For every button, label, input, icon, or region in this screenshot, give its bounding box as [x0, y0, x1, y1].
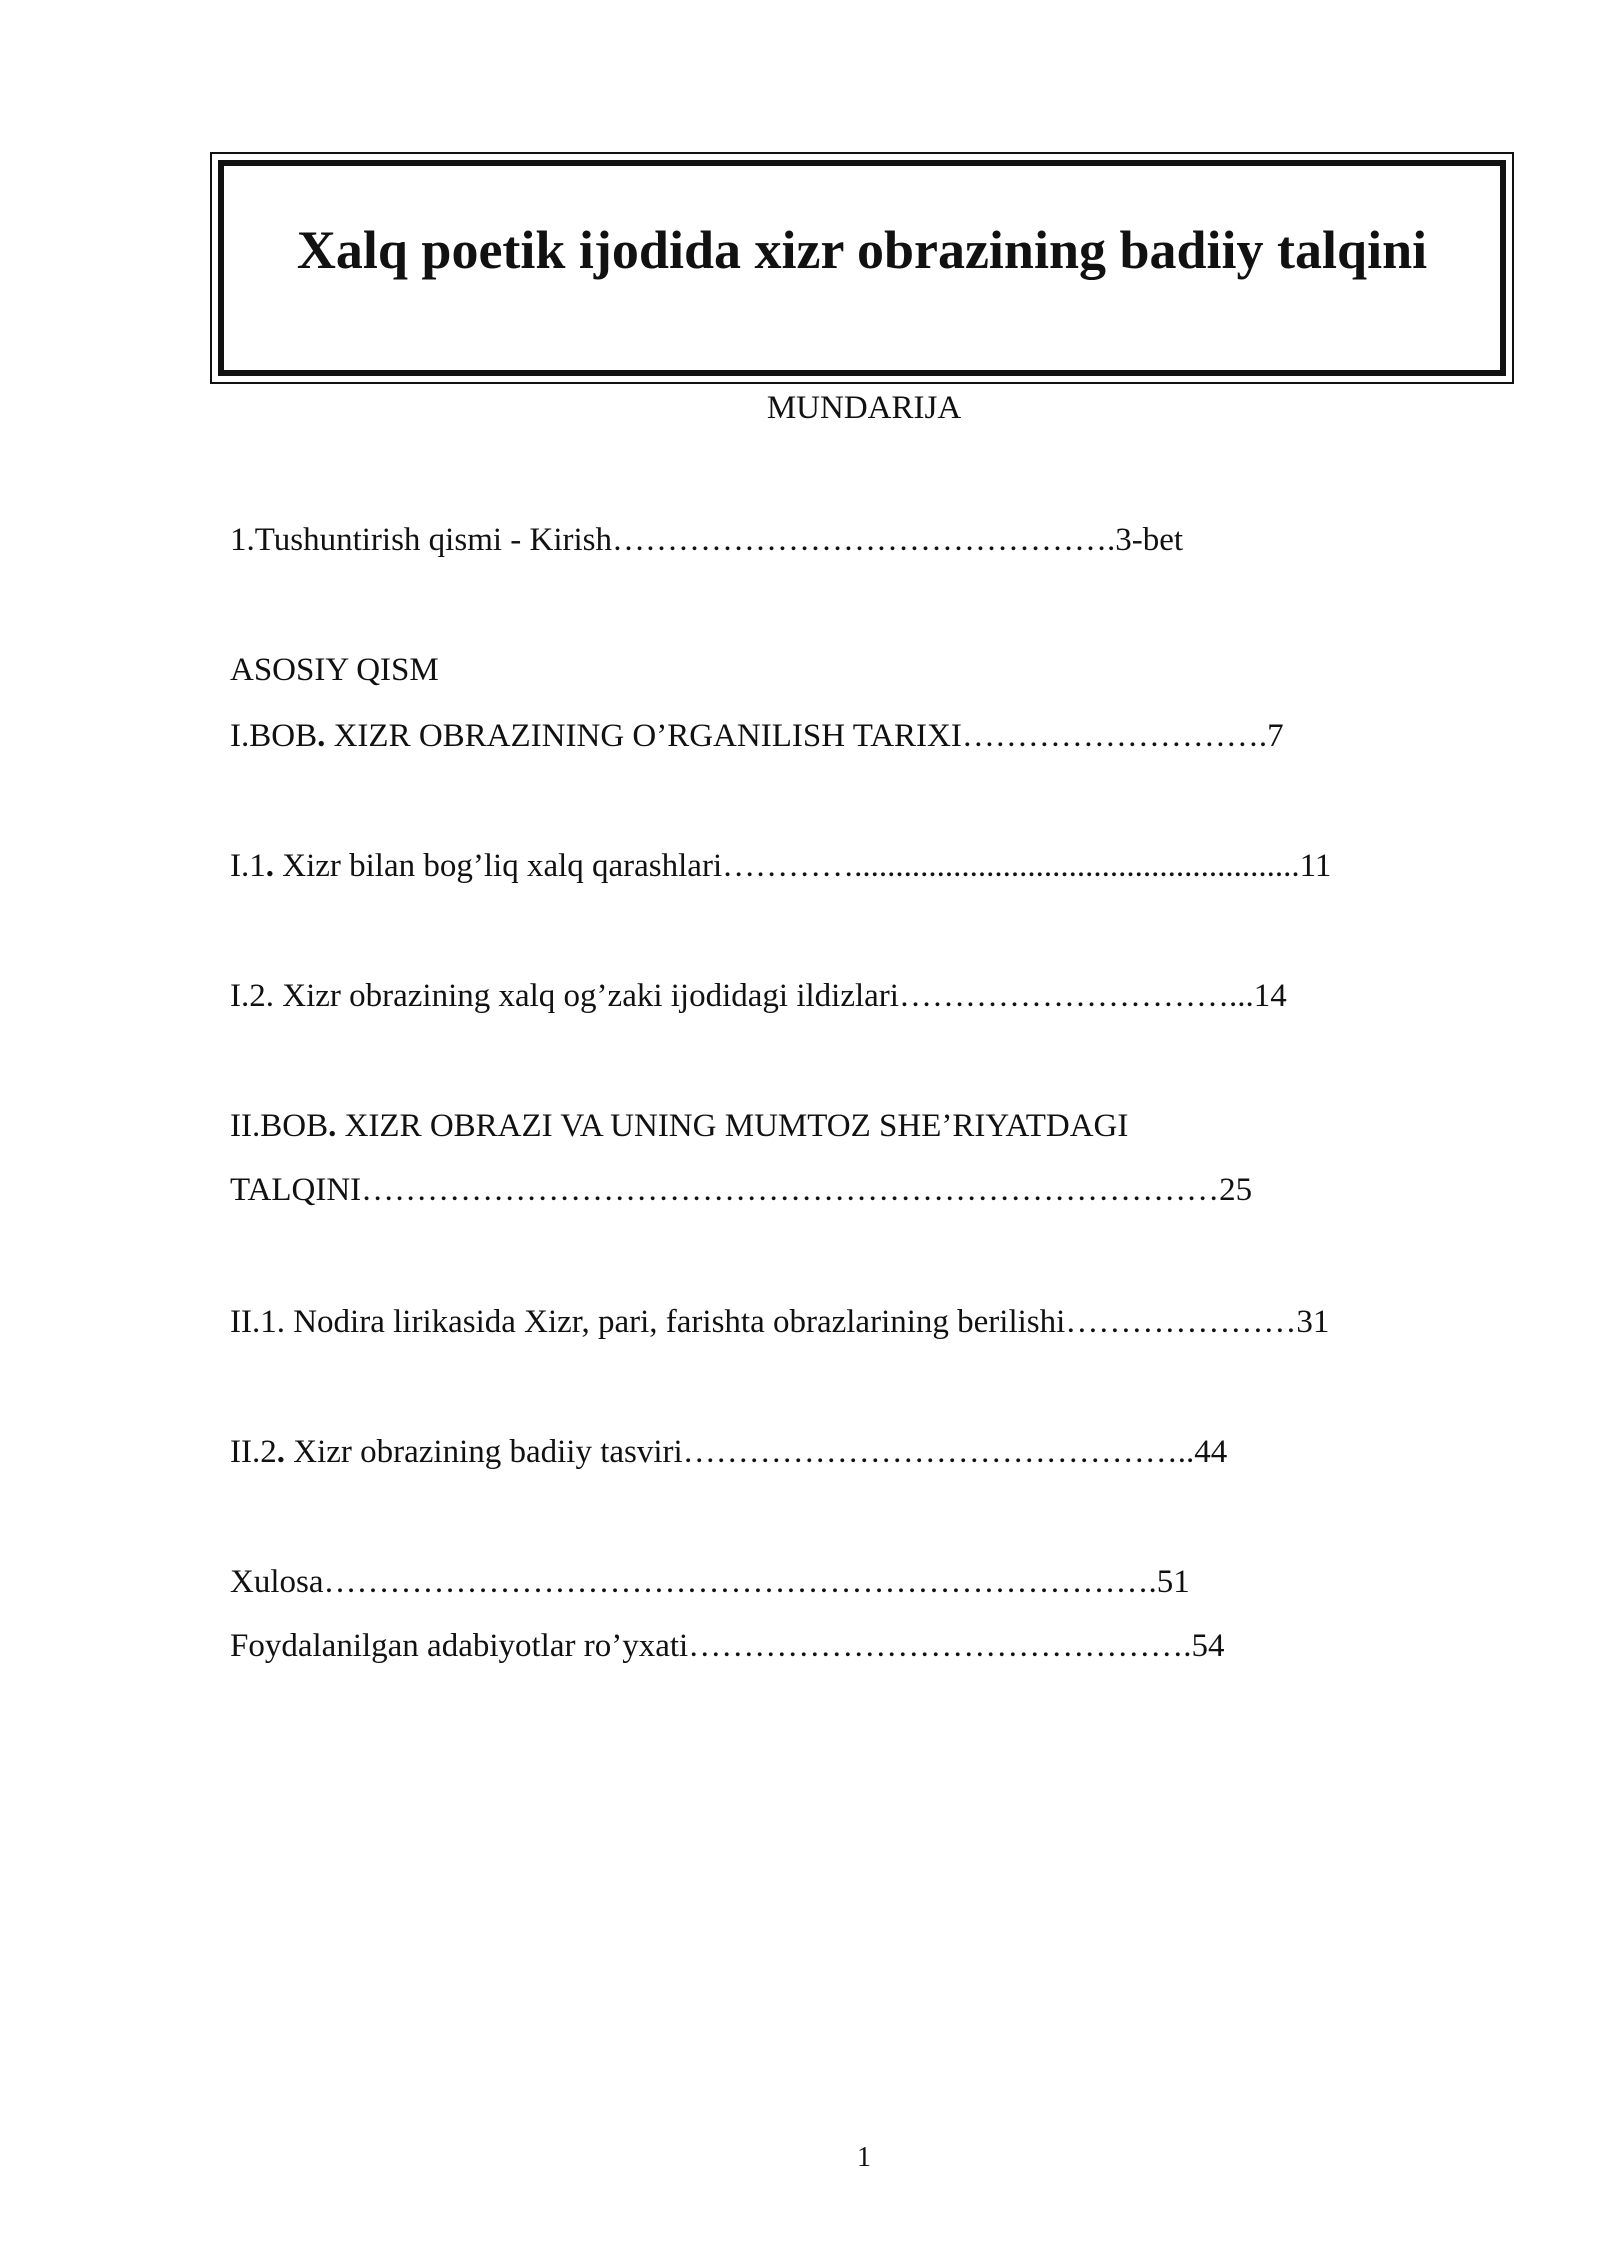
toc-main-part-label: ASOSIY QISM — [230, 652, 439, 688]
title-frame — [210, 152, 1514, 384]
page-number: 1 — [857, 2142, 871, 2173]
toc-heading: MUNDARIJA — [766, 390, 962, 426]
toc-entry-section-2-1: II.1. Nodira lirikasida Xizr, pari, farishta obrazlarining berilishi…………………31 — [230, 1304, 1330, 1340]
toc-entry-section-2-2 — [230, 1428, 1227, 1476]
chapter-1-dot: . — [317, 718, 326, 754]
toc-entry-section-1-2: I.2. Xizr obrazining xalq og’zaki ijodidagi ildizlari…………………………...14 — [230, 978, 1287, 1014]
chapter-2-dot: . — [328, 1108, 337, 1144]
chapter-1-prefix: I.BOB — [230, 718, 318, 754]
chapter-2-text: XIZR OBRAZI VA UNING MUMTOZ SHE’RIYATDAGI — [336, 1108, 1129, 1144]
toc-entry-conclusion: Xulosa………………………………………………………………….51 — [230, 1564, 1190, 1600]
toc-entry-chapter-2-continuation: TALQINI……………………………………………………………………25 — [230, 1172, 1253, 1208]
section-1-1-text: Xizr bilan bog’liq xalq qarashlari…………......................................................11 — [274, 848, 1332, 884]
toc-entry-references: Foydalanilgan adabiyotlar ro’yxati……………………………………….54 — [230, 1628, 1225, 1664]
chapter-2-prefix: II.BOB — [230, 1108, 329, 1144]
chapter-1-text: XIZR OBRAZINING O’RGANILISH TARIXI……………………….7 — [325, 718, 1284, 754]
toc-entry-intro: 1.Tushuntirish qismi - Kirish……………………………………….3-bet — [230, 522, 1184, 558]
toc-entry-chapter-2 — [230, 1102, 1128, 1150]
section-2-2-prefix: II.2 — [230, 1434, 277, 1470]
toc-entry-chapter-1 — [230, 712, 1284, 760]
section-2-2-text: Xizr obrazining badiiy tasviri………………………………………..44 — [284, 1434, 1228, 1470]
toc-entry-section-1-1 — [230, 842, 1331, 890]
section-2-2-dot: . — [276, 1434, 285, 1470]
section-1-1-dot: . — [265, 848, 274, 884]
section-1-1-prefix: I.1 — [230, 848, 266, 884]
document-title: Xalq poetik ijodida xizr obrazining badiiy talqini — [296, 220, 1428, 280]
